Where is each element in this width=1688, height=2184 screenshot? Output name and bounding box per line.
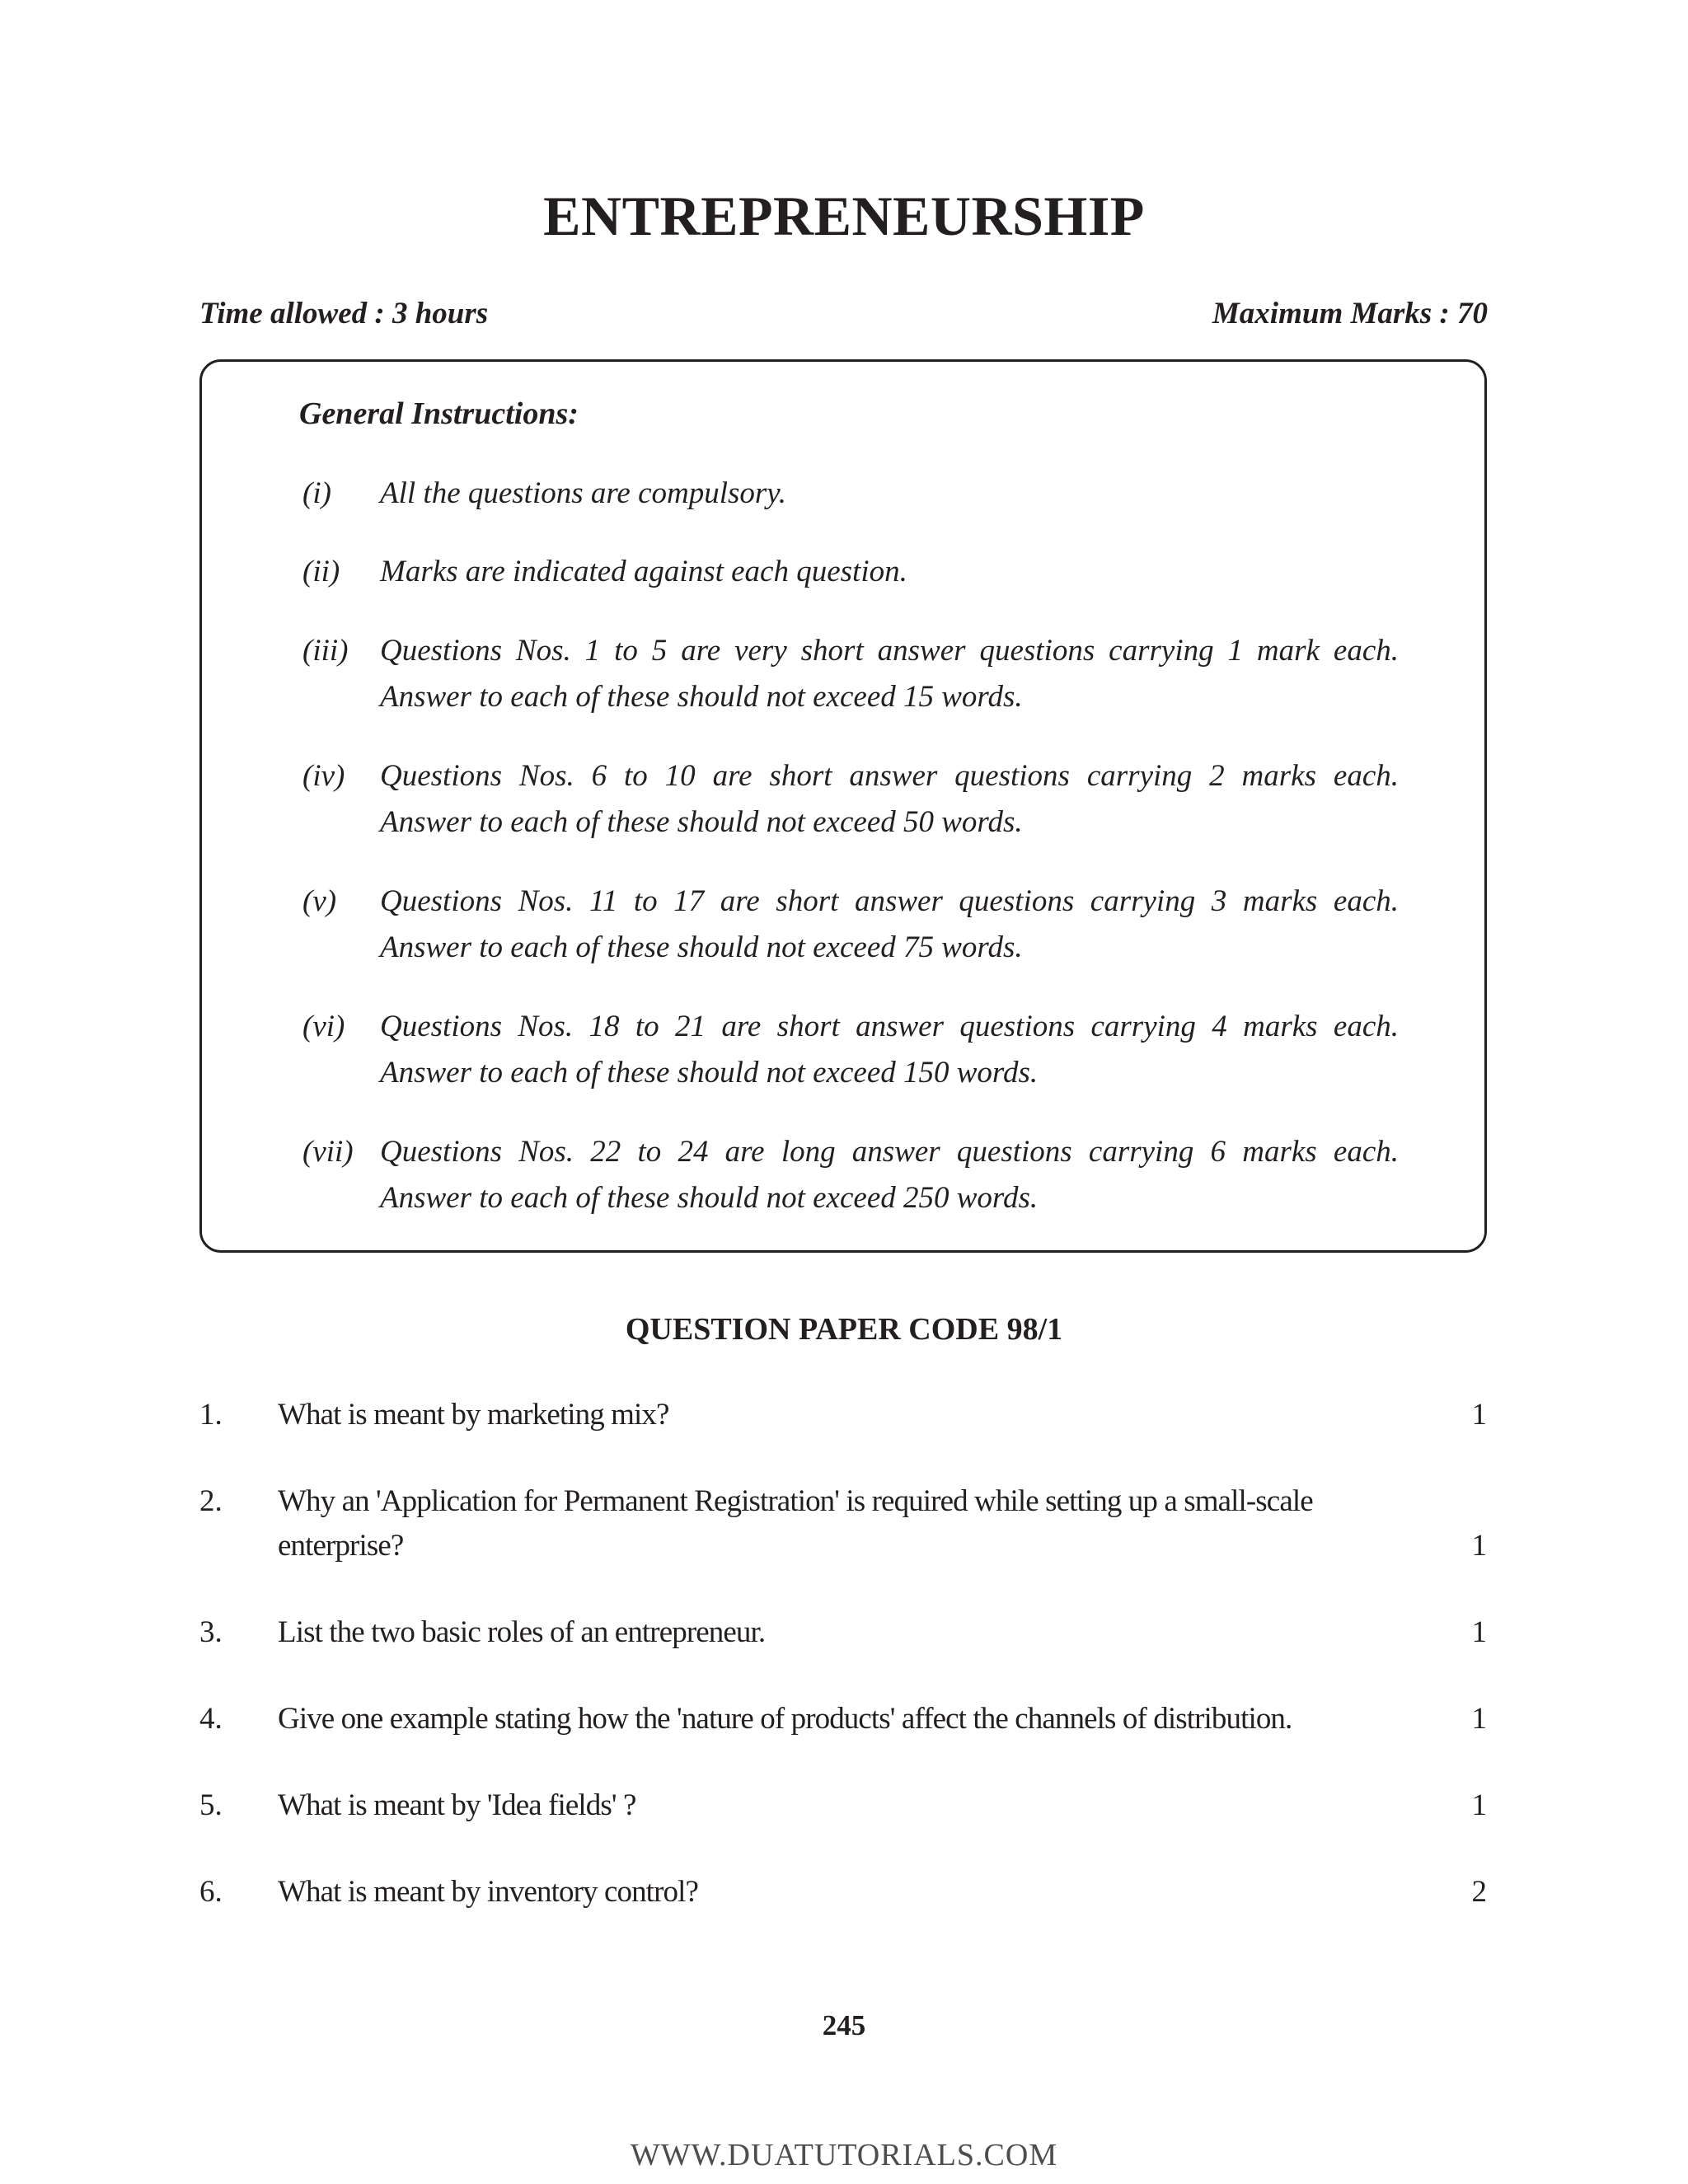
question-number: 1. [199,1398,223,1432]
question-text: What is meant by marketing mix? [278,1398,669,1432]
instructions-heading: General Instructions: [299,396,579,431]
question-text: List the two basic roles of an entrepreneur. [278,1615,766,1649]
question-item [199,1870,1487,1915]
instruction-line: Answer to each of these should not exceed 75 words. [380,930,1023,964]
instruction-item [302,471,1399,517]
instruction-line: Answer to each of these should not exceed 15 words. [380,680,1023,714]
question-number: 4. [199,1702,223,1736]
question-item [199,1393,1487,1437]
instruction-text [380,753,1399,846]
question-item [199,1610,1487,1655]
instruction-line: Questions Nos. 6 to 10 are short answer questions carrying 2 marks each. [380,759,1399,793]
instruction-line: Questions Nos. 22 to 24 are long answer questions carrying 6 marks each. [380,1135,1399,1169]
instruction-line: Questions Nos. 18 to 21 are short answer questions carrying 4 marks each. [380,1010,1399,1043]
instruction-line: Questions Nos. 1 to 5 are very short answer questions carrying 1 mark each. [380,634,1399,668]
instruction-item [302,753,1399,846]
question-number: 5. [199,1788,223,1822]
instruction-text [380,549,1399,595]
question-marks: 2 [1471,1875,1487,1909]
instruction-text [380,1129,1399,1221]
question-item [199,1479,1487,1568]
question-item [199,1697,1487,1741]
question-number: 6. [199,1875,223,1909]
instruction-item [302,879,1399,971]
instruction-number: (ii) [302,555,340,588]
instruction-number: (vii) [302,1135,354,1169]
question-text: Why an 'Application for Permanent Registration' is required while setting up a small-scale enterprise? [278,1484,1313,1563]
instruction-line: Answer to each of these should not exceed 50 words. [380,805,1023,839]
question-list [199,1393,1487,1957]
instruction-line: Answer to each of these should not exceed 250 words. [380,1181,1039,1215]
question-number: 2. [199,1484,223,1518]
instruction-line: All the questions are compulsory. [380,476,786,510]
instruction-number: (iii) [302,634,349,668]
instruction-text [380,879,1399,971]
maximum-marks: Maximum Marks : 70 [1212,297,1488,330]
question-text: Give one example stating how the 'nature of products' affect the channels of distribution. [278,1702,1292,1736]
instruction-item [302,1129,1399,1221]
instruction-text [380,1004,1399,1096]
question-marks: 1 [1471,1398,1487,1432]
question-item [199,1783,1487,1828]
question-marks: 1 [1471,1702,1487,1736]
instruction-item [302,628,1399,720]
question-number: 3. [199,1615,223,1649]
general-instructions-box [199,359,1487,1253]
instruction-item [302,1004,1399,1096]
instruction-line: Marks are indicated against each question. [380,555,907,588]
page-number: 245 [822,2009,866,2041]
instruction-number: (iv) [302,759,345,793]
instruction-text [380,471,1399,517]
instruction-number: (v) [302,884,337,918]
question-text: What is meant by 'Idea fields' ? [278,1788,636,1822]
instruction-item [302,549,1399,595]
page-title: ENTREPRENEURSHIP [543,185,1145,247]
question-marks: 1 [1471,1615,1487,1649]
question-marks: 1 [1471,1529,1487,1563]
question-text: What is meant by inventory control? [278,1875,698,1909]
instruction-number: (i) [302,476,331,510]
instruction-line: Answer to each of these should not exceed 150 words. [380,1056,1039,1090]
question-paper-code: QUESTION PAPER CODE 98/1 [625,1312,1063,1347]
question-marks: 1 [1471,1788,1487,1822]
instructions-list [302,471,1399,1254]
time-allowed: Time allowed : 3 hours [199,297,489,330]
instruction-number: (vi) [302,1010,345,1043]
footer-url: WWW.DUATUTORIALS.COM [630,2138,1058,2172]
instruction-line: Questions Nos. 11 to 17 are short answer questions carrying 3 marks each. [380,884,1399,918]
instruction-text [380,628,1399,720]
